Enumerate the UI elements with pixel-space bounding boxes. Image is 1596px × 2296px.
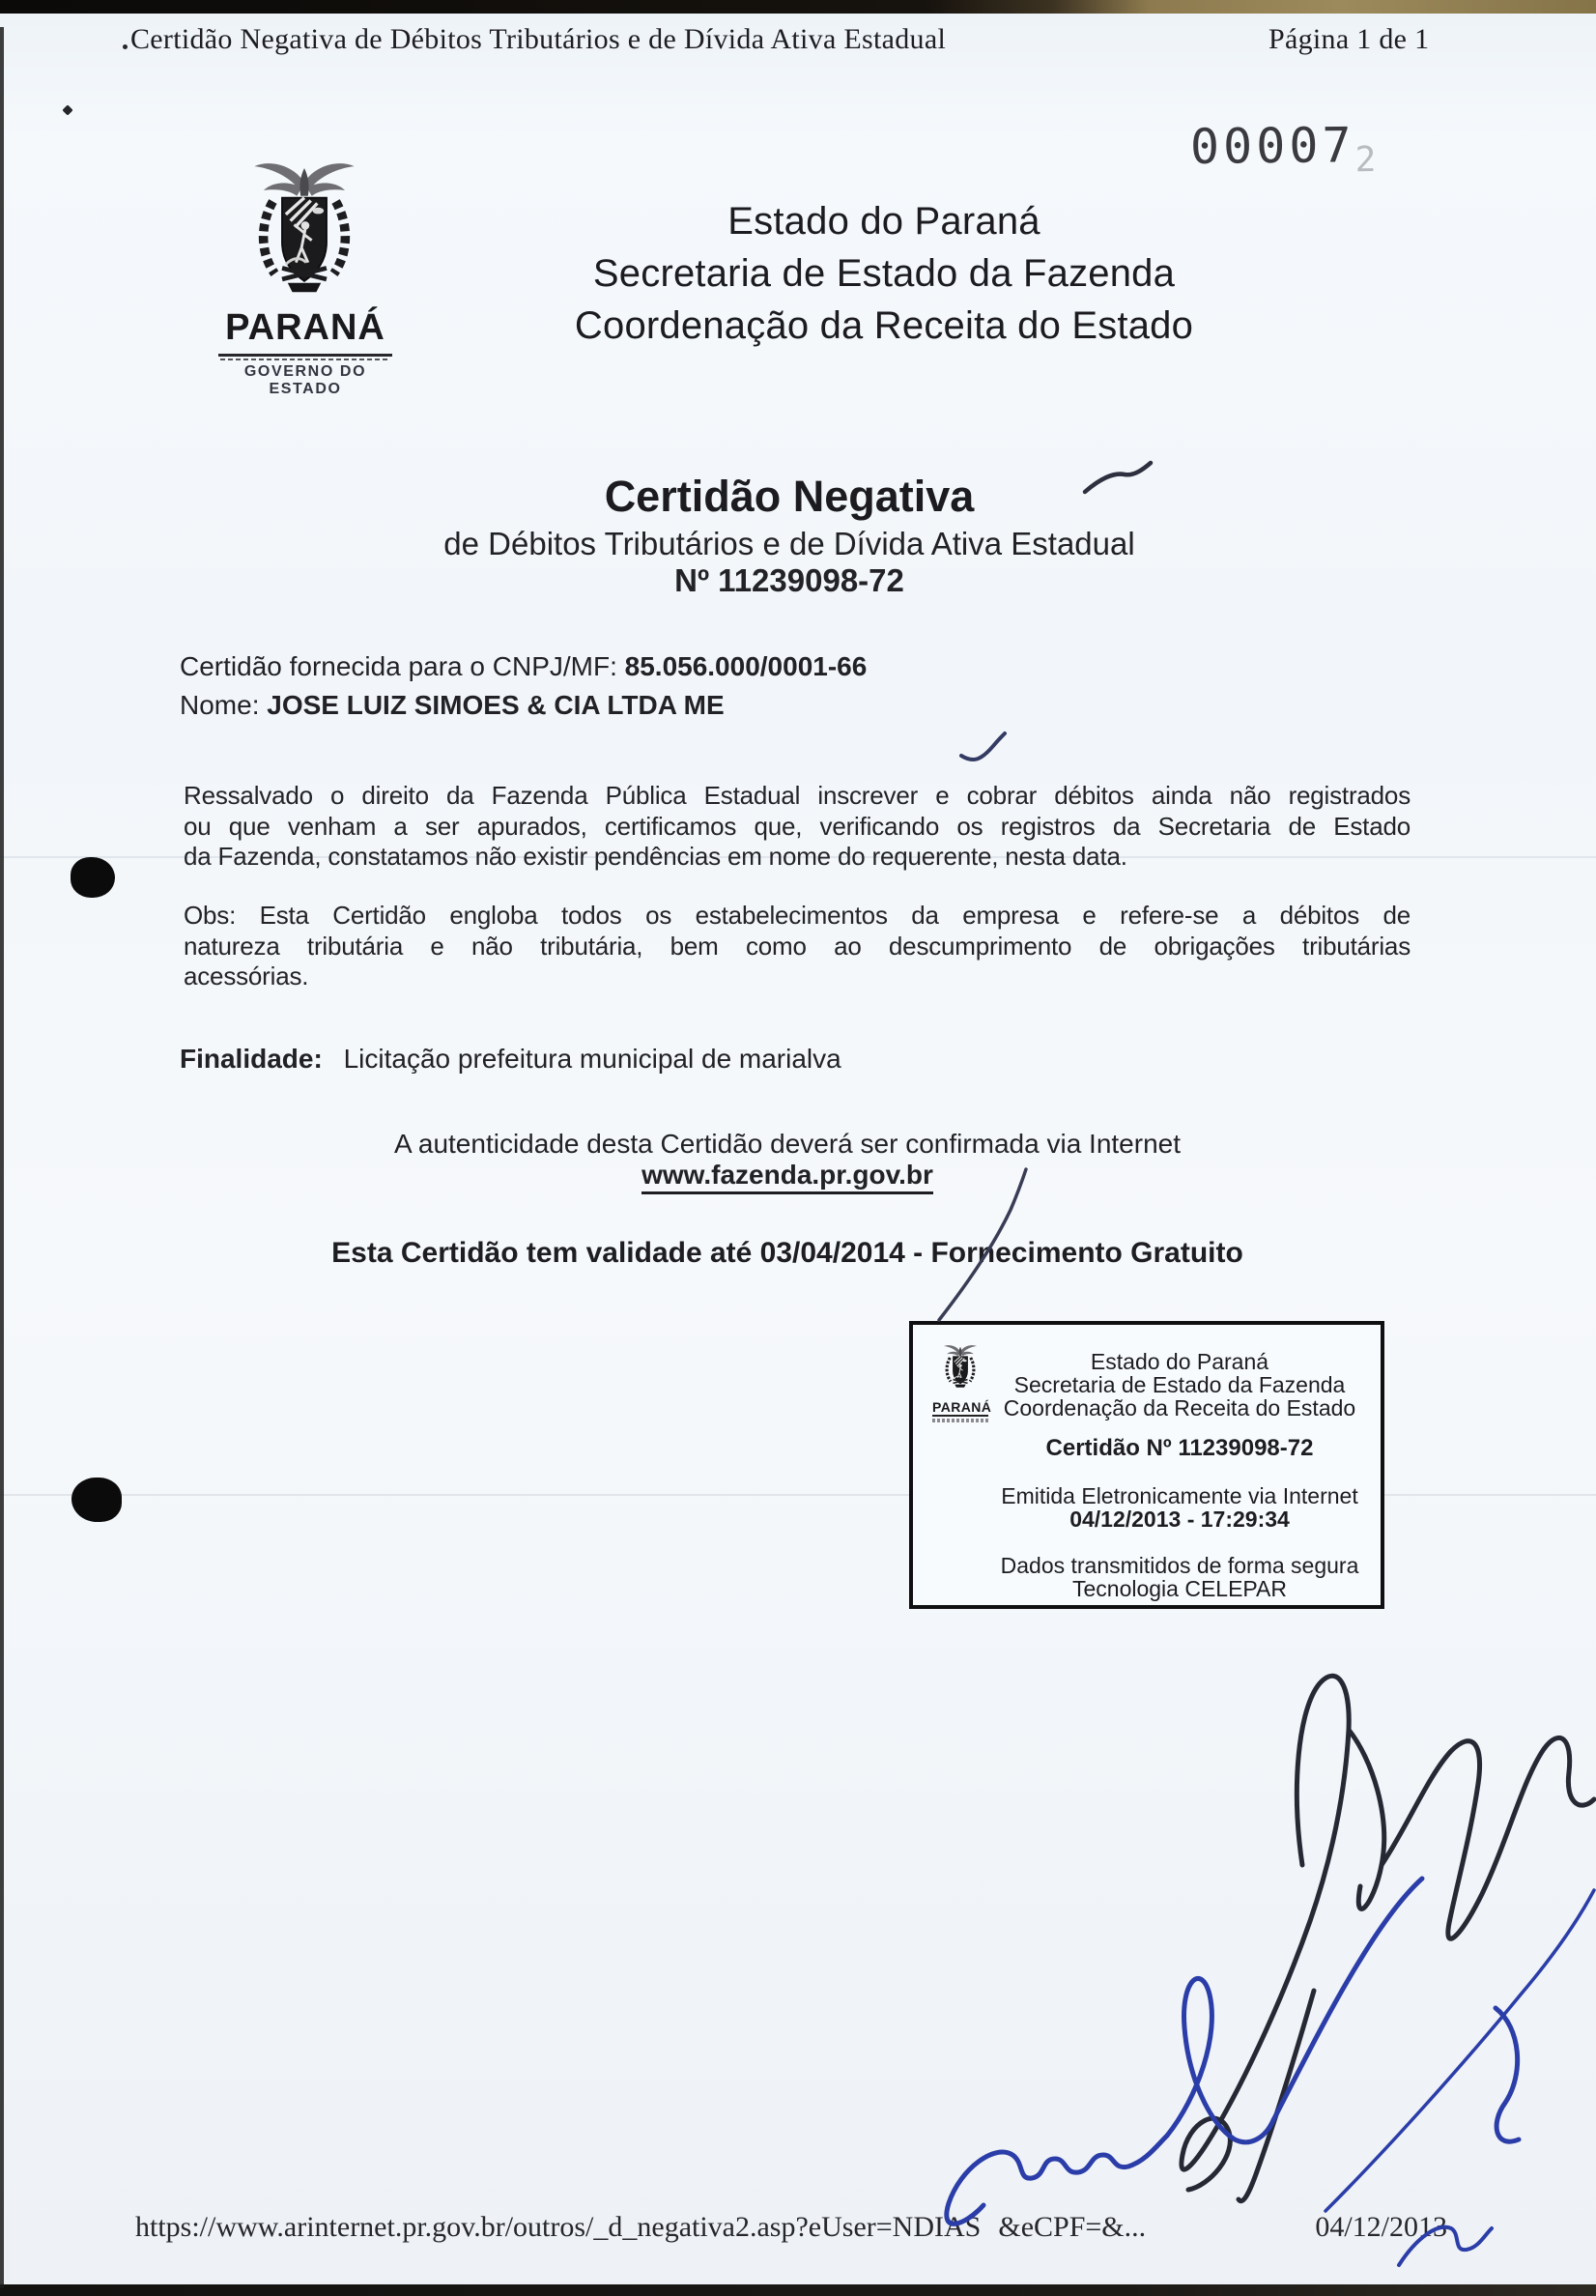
paragraph-line: da Fazenda, constatamos não existir pendências em nome do requerente, nesta data. (184, 842, 1127, 871)
stamp-box-security-line-1: Dados transmitidos de forma segura (1000, 1553, 1359, 1578)
authenticity-line: A autenticidade desta Certidão deverá ser confirmada via Internet (393, 1129, 1182, 1159)
logo-divider (218, 354, 392, 357)
paragraph-line: Ressalvado o direito da Fazenda Pública Estadual inscrever e cobrar débitos ainda não registrados (184, 781, 1411, 810)
logo-subtitle: GOVERNO DO ESTADO (243, 363, 367, 397)
certificate-subtitle: de Débitos Tributários e de Dívida Ativa Estadual (443, 526, 1135, 561)
stamp-box-org-line-3: Coordenação da Receita do Estado (1003, 1395, 1356, 1421)
paragraph-line: acessórias. (184, 961, 309, 990)
authenticity-url-line (208, 1160, 1367, 1191)
holder-name-label: Nome: (180, 690, 260, 720)
stamp-box-emission-line-1: Emitida Eletronicamente via Internet (1001, 1483, 1358, 1508)
finalidade-label: Finalidade: (180, 1044, 323, 1074)
logo-wordmark: PARANÁ (225, 307, 385, 348)
page-number: Página 1 de 1 (1268, 23, 1430, 55)
finalidade-line (180, 1044, 841, 1075)
stamp-box-text (988, 1350, 1371, 1600)
ink-blot (71, 857, 115, 898)
stamped-digits: 00007 (1189, 117, 1355, 176)
stamp-box-org-line-1: Estado do Paraná (1090, 1349, 1269, 1374)
paragraph-line: ou que venham a ser apurados, certificamos que, verificando os registros da Secretaria de Estado (184, 811, 1411, 841)
scan-edge-left (0, 27, 4, 2288)
scan-edge-bottom (0, 2284, 1596, 2296)
body-paragraph-1 (184, 781, 1411, 873)
pen-check-name (961, 733, 1005, 760)
footer-url: https://www.arinternet.pr.gov.br/outros/_d_negativa2.asp?eUser=NDIAS (135, 2211, 982, 2243)
stamp-box-logo-caption (932, 1419, 988, 1422)
signature-dark-strokes (1182, 1676, 1594, 2200)
org-line-2: Secretaria de Estado da Fazenda (592, 252, 1176, 295)
certificate-title: Certidão Negativa (604, 472, 975, 521)
cnpj-line (180, 651, 867, 682)
paragraph-line: Obs: Esta Certidão engloba todos os estabelecimentos da empresa e refere-se a débitos de (184, 901, 1411, 930)
stamped-sheet-number (1189, 117, 1377, 181)
logo-microtext-line (220, 359, 390, 360)
stamp-box-cert-number: Certidão Nº 11239098-72 (1045, 1435, 1314, 1461)
parana-coat-of-arms-small (939, 1342, 982, 1394)
stamp-box-emission-line-2: 04/12/2013 - 17:29:34 (1069, 1507, 1290, 1532)
footer-date: 04/12/2013 (1315, 2211, 1447, 2243)
stamp-box-security-line-2: Tecnologia CELEPAR (1071, 1576, 1288, 1601)
ink-speck (123, 44, 128, 49)
stamped-faint-digit: 2 (1354, 139, 1377, 181)
org-line-3: Coordenação da Receita do Estado (574, 304, 1194, 347)
stamp-box-logo (932, 1342, 992, 1422)
body-paragraph-2 (184, 901, 1411, 992)
footer (135, 2211, 1447, 2244)
org-line-1: Estado do Paraná (727, 200, 1040, 243)
footer-url-params: &eCPF=&... (998, 2211, 1147, 2243)
org-header (406, 195, 1362, 352)
stamp-box-org-line-2: Secretaria de Estado da Fazenda (1013, 1372, 1346, 1397)
scan-edge-top (0, 0, 1596, 14)
holder-name-value: JOSE LUIZ SIMOES & CIA LTDA ME (267, 690, 725, 720)
page-header-title: Certidão Negativa de Débitos Tributários e de Dívida Ativa Estadual (130, 23, 947, 55)
stamp-box-logo-wordmark: PARANÁ (932, 1399, 992, 1415)
parana-coat-of-arms (240, 155, 369, 313)
certificate-number: Nº 11239098-72 (674, 562, 904, 598)
cnpj-label: Certidão fornecida para o CNPJ/MF: (180, 651, 617, 681)
emission-stamp-box (909, 1321, 1384, 1609)
validity-line: Esta Certidão tem validade até 03/04/2014 - Fornecimento Gratuito (331, 1237, 1243, 1269)
paragraph-line: natureza tributária e não tributária, bem como ao descumprimento de obrigações tributárias (184, 931, 1411, 961)
finalidade-value: Licitação prefeitura municipal de marialva (343, 1044, 841, 1074)
holder-name-line (180, 690, 725, 721)
signature-blue-strokes (947, 1879, 1594, 2265)
cnpj-value: 85.056.000/0001-66 (624, 651, 868, 681)
ink-speck (62, 104, 72, 115)
ink-blot (71, 1478, 122, 1522)
authenticity-url: www.fazenda.pr.gov.br (641, 1160, 933, 1194)
